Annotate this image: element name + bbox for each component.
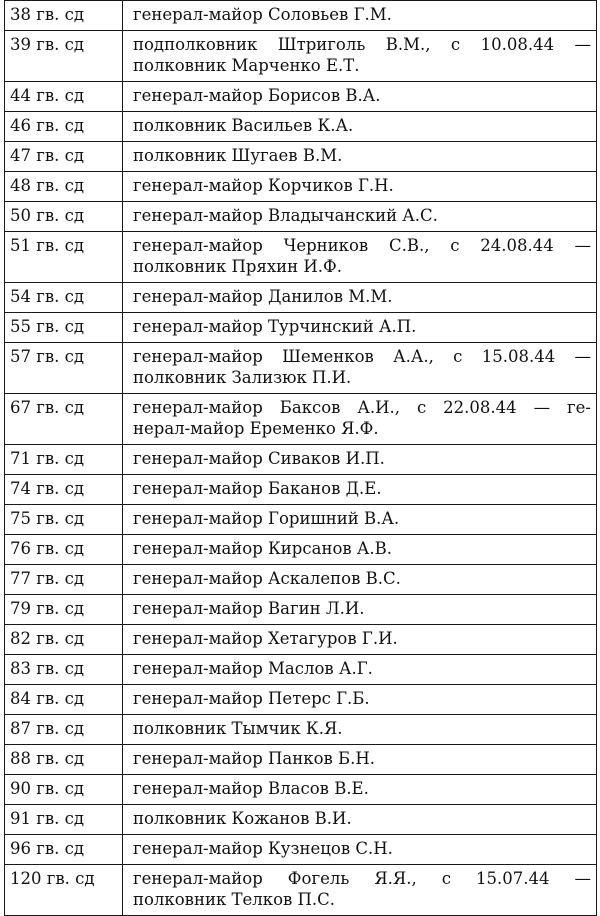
table-row — [5, 505, 597, 535]
division-cell: 87 гв. сд — [5, 715, 123, 745]
commander-cell — [123, 625, 597, 655]
commander-cell — [123, 535, 597, 565]
commander-line: генерал-майор Кузнецов С.Н. — [133, 839, 393, 858]
table-row — [5, 232, 597, 283]
division-cell: 84 гв. сд — [5, 685, 123, 715]
table-row — [5, 82, 597, 112]
commander-line: генерал-майор Шеменков А.А., с 15.08.44 — — [133, 347, 591, 366]
division-cell: 75 гв. сд — [5, 505, 123, 535]
commander-line: генерал-майор Владычанский А.С. — [133, 206, 438, 225]
commander-cell — [123, 565, 597, 595]
commander-cell — [123, 1, 597, 31]
table-row — [5, 475, 597, 505]
table-row — [5, 775, 597, 805]
commander-cell — [123, 283, 597, 313]
division-cell: 88 гв. сд — [5, 745, 123, 775]
commander-cell — [123, 475, 597, 505]
division-cell: 54 гв. сд — [5, 283, 123, 313]
table-row — [5, 625, 597, 655]
table-row — [5, 172, 597, 202]
commander-cell — [123, 172, 597, 202]
table-row — [5, 112, 597, 142]
commander-line: генерал-майор Баксов А.И., с 22.08.44 — ге- — [133, 398, 591, 417]
commander-cell — [123, 595, 597, 625]
division-cell: 71 гв. сд — [5, 445, 123, 475]
commander-line: генерал-майор Кирсанов А.В. — [133, 539, 393, 558]
commander-line: генерал-майор Аскалепов В.С. — [133, 569, 401, 588]
table-row — [5, 655, 597, 685]
commanders-table — [4, 0, 597, 916]
commander-line: генерал-майор Горишний В.А. — [133, 509, 400, 528]
table-row — [5, 565, 597, 595]
commander-line: генерал-майор Борисов В.А. — [133, 86, 381, 105]
commander-cell — [123, 445, 597, 475]
commander-cell — [123, 394, 597, 445]
commander-line: полковник Кожанов В.И. — [133, 809, 352, 828]
commander-line: генерал-майор Корчиков Г.Н. — [133, 176, 394, 195]
commander-cell — [123, 775, 597, 805]
commander-cell — [123, 82, 597, 112]
commander-line: генерал-майор Власов В.Е. — [133, 779, 369, 798]
table-row — [5, 1, 597, 31]
division-cell: 76 гв. сд — [5, 535, 123, 565]
division-cell: 50 гв. сд — [5, 202, 123, 232]
commander-cell — [123, 202, 597, 232]
table-row — [5, 595, 597, 625]
commander-line: генерал-майор Турчинский А.П. — [133, 317, 417, 336]
division-cell: 83 гв. сд — [5, 655, 123, 685]
commander-cell — [123, 343, 597, 394]
table-row — [5, 745, 597, 775]
division-cell: 91 гв. сд — [5, 805, 123, 835]
division-cell: 44 гв. сд — [5, 82, 123, 112]
division-cell: 51 гв. сд — [5, 232, 123, 283]
commander-line: генерал-майор Данилов М.М. — [133, 287, 393, 306]
commander-line: полковник Васильев К.А. — [133, 116, 354, 135]
table-row — [5, 865, 597, 916]
commander-line: полковник Марченко Е.Т. — [133, 56, 360, 75]
commander-cell — [123, 505, 597, 535]
division-cell: 38 гв. сд — [5, 1, 123, 31]
commander-line: генерал-майор Петерс Г.Б. — [133, 689, 370, 708]
table-row — [5, 202, 597, 232]
commander-cell — [123, 232, 597, 283]
commander-line: полковник Тымчик К.Я. — [133, 719, 343, 738]
division-cell: 77 гв. сд — [5, 565, 123, 595]
division-cell: 47 гв. сд — [5, 142, 123, 172]
commander-cell — [123, 655, 597, 685]
division-cell: 39 гв. сд — [5, 31, 123, 82]
table-row — [5, 343, 597, 394]
commander-cell — [123, 685, 597, 715]
commander-line: генерал-майор Баканов Д.Е. — [133, 479, 382, 498]
commander-cell — [123, 715, 597, 745]
commander-cell — [123, 865, 597, 916]
division-cell: 46 гв. сд — [5, 112, 123, 142]
commander-cell — [123, 805, 597, 835]
table-row — [5, 685, 597, 715]
table-row — [5, 835, 597, 865]
commander-line: полковник Шугаев В.М. — [133, 146, 343, 165]
commander-line: генерал-майор Соловьев Г.М. — [133, 5, 392, 24]
commander-cell — [123, 835, 597, 865]
commander-cell — [123, 31, 597, 82]
commander-cell — [123, 142, 597, 172]
commander-line: генерал-майор Маслов А.Г. — [133, 659, 373, 678]
commander-cell — [123, 313, 597, 343]
commander-line: генерал-майор Панков Б.Н. — [133, 749, 376, 768]
division-cell: 82 гв. сд — [5, 625, 123, 655]
commander-line: нерал-майор Еременко Я.Ф. — [133, 419, 379, 438]
division-cell: 48 гв. сд — [5, 172, 123, 202]
commander-line: генерал-майор Фогель Я.Я., с 15.07.44 — — [133, 869, 591, 888]
division-cell: 74 гв. сд — [5, 475, 123, 505]
table-row — [5, 313, 597, 343]
table-row — [5, 715, 597, 745]
division-cell: 79 гв. сд — [5, 595, 123, 625]
table-row — [5, 535, 597, 565]
commander-cell — [123, 745, 597, 775]
table-row — [5, 142, 597, 172]
table-row — [5, 394, 597, 445]
commander-line: генерал-майор Черников С.В., с 24.08.44 — — [133, 236, 591, 255]
table-row — [5, 445, 597, 475]
commander-line: полковник Телков П.С. — [133, 890, 336, 909]
commander-cell — [123, 112, 597, 142]
division-cell: 57 гв. сд — [5, 343, 123, 394]
commander-line: генерал-майор Вагин Л.И. — [133, 599, 365, 618]
commander-line: полковник Зализюк П.И. — [133, 368, 352, 387]
table-row — [5, 805, 597, 835]
commander-line: полковник Пряхин И.Ф. — [133, 257, 342, 276]
division-cell: 67 гв. сд — [5, 394, 123, 445]
division-cell: 120 гв. сд — [5, 865, 123, 916]
commander-line: подполковник Штриголь В.М., с 10.08.44 — — [133, 35, 591, 54]
commander-line: генерал-майор Сиваков И.П. — [133, 449, 385, 468]
table-body — [5, 1, 597, 916]
commander-line: генерал-майор Хетагуров Г.И. — [133, 629, 398, 648]
table-row — [5, 31, 597, 82]
division-cell: 55 гв. сд — [5, 313, 123, 343]
table-row — [5, 283, 597, 313]
division-cell: 96 гв. сд — [5, 835, 123, 865]
division-cell: 90 гв. сд — [5, 775, 123, 805]
